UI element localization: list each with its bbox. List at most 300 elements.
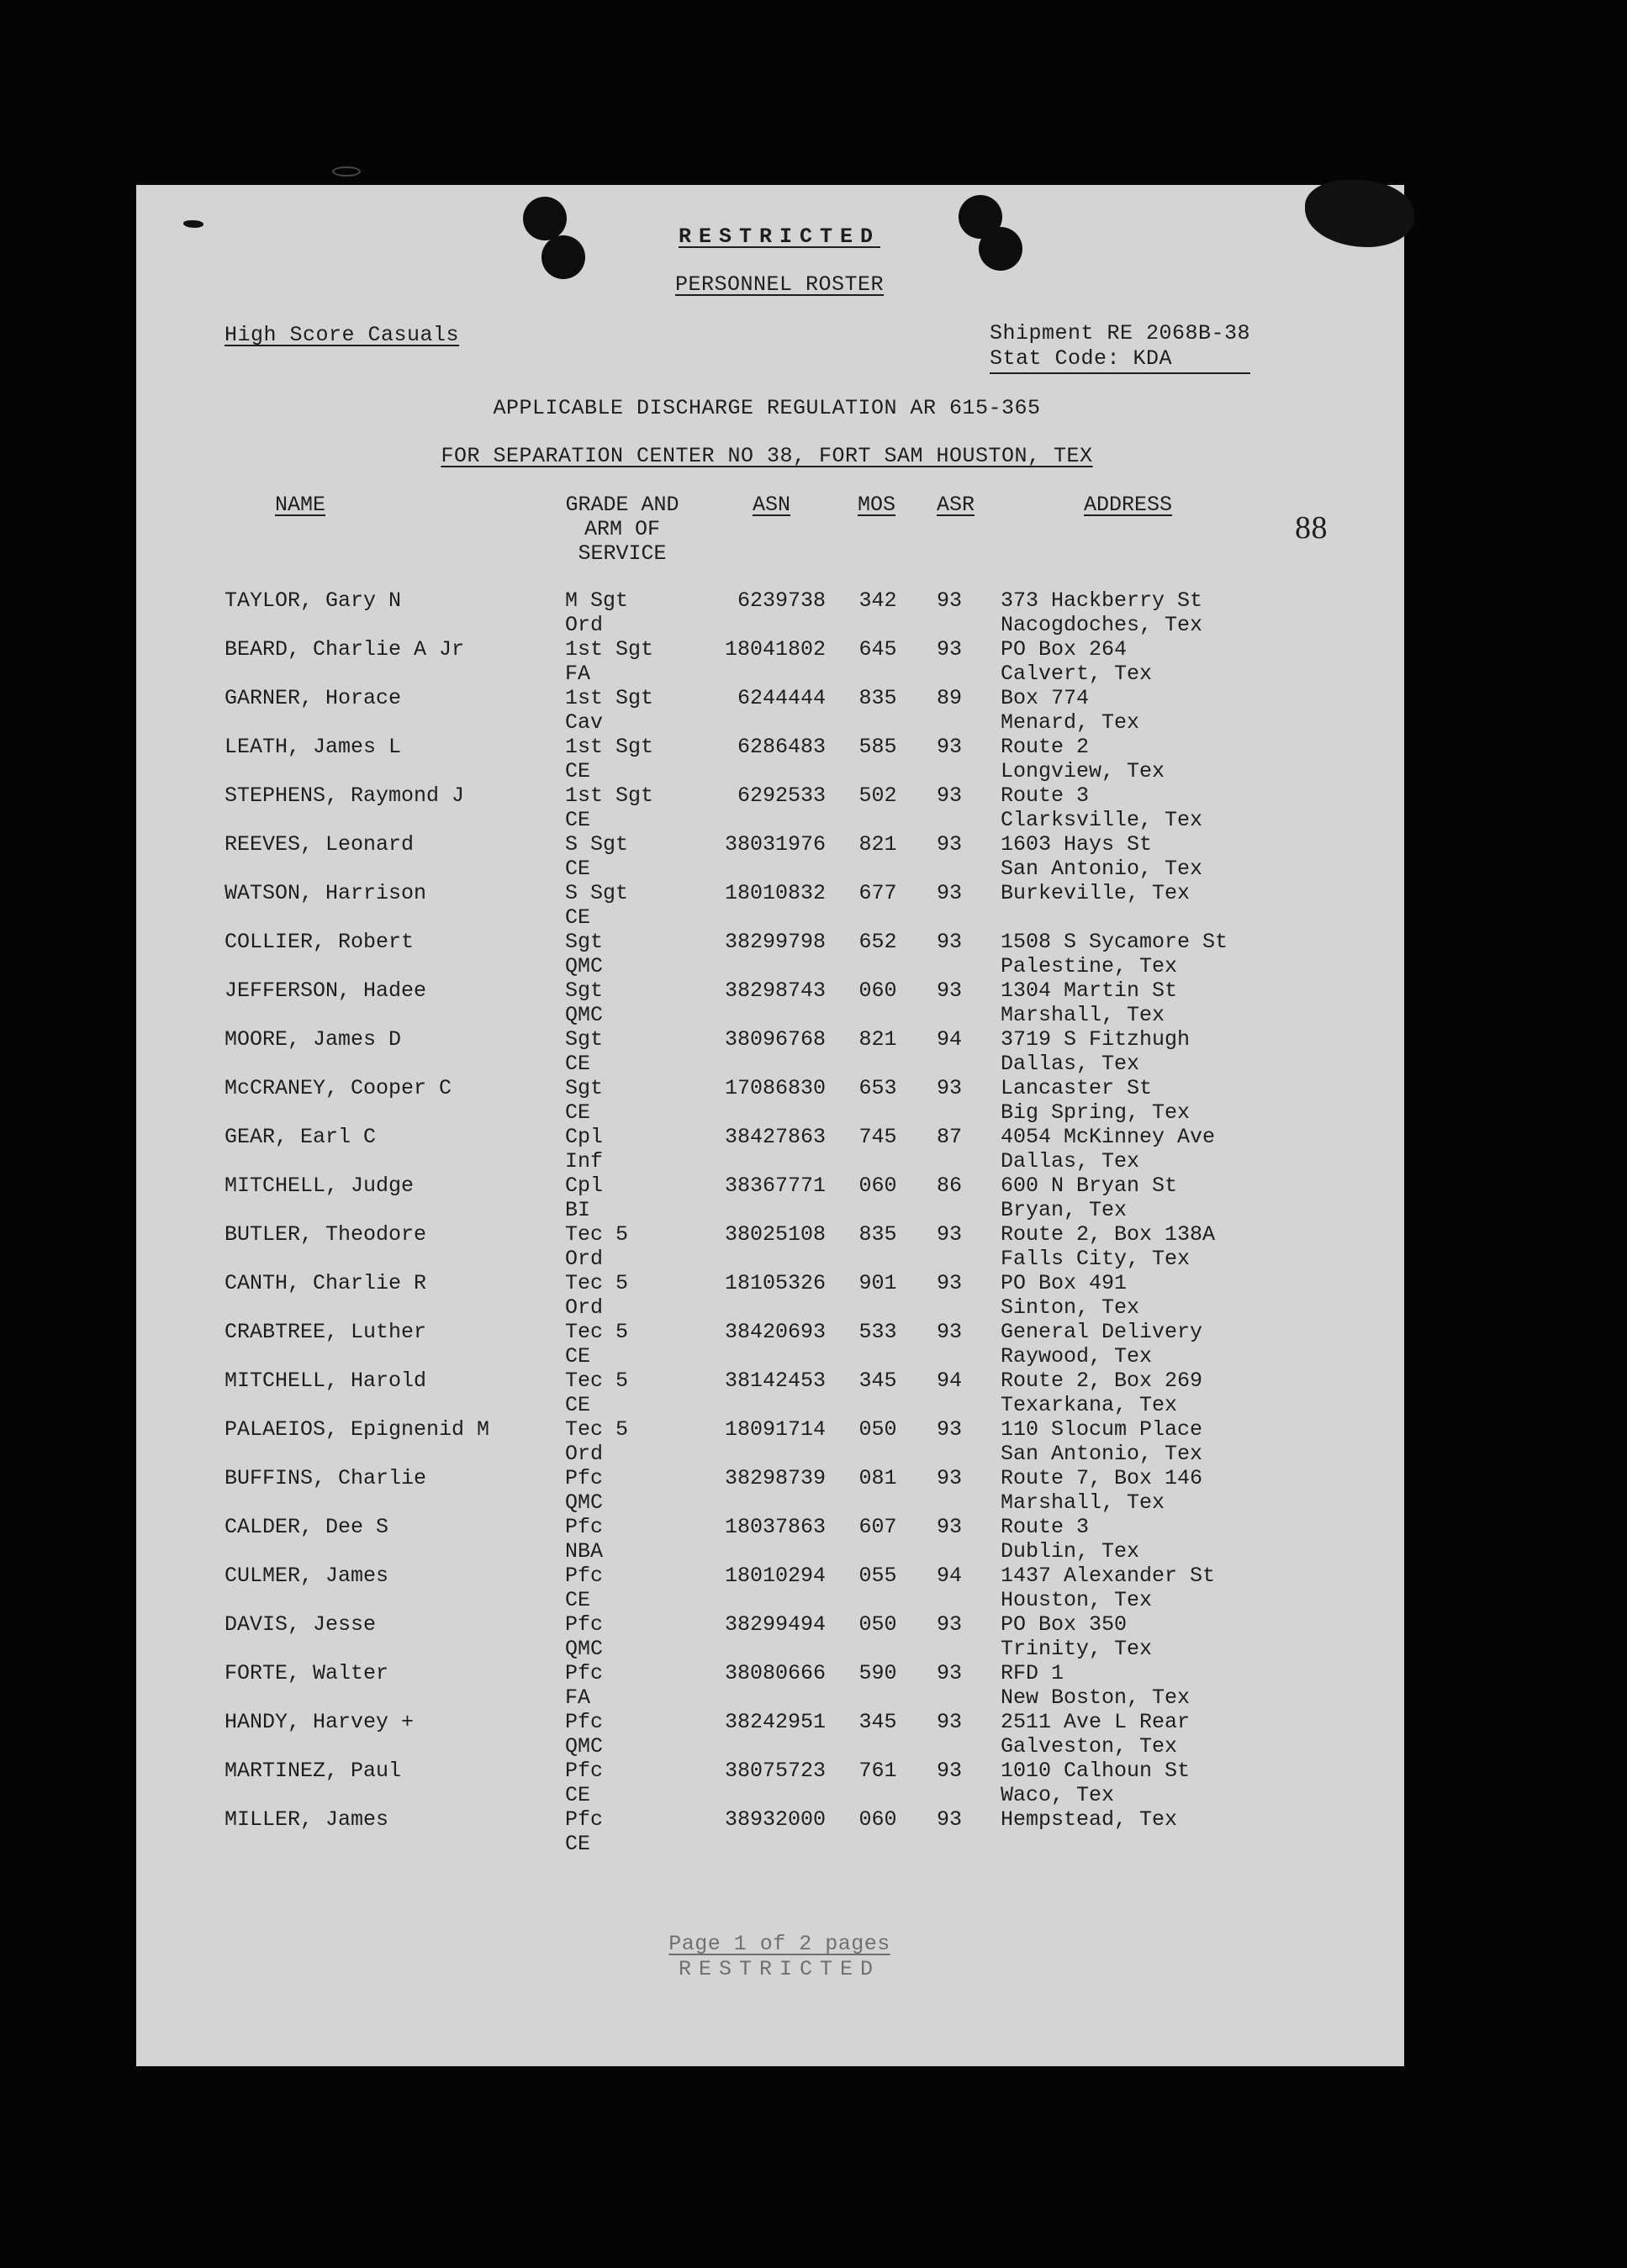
address <box>1001 1125 1396 1174</box>
arm-of-service: CE <box>565 1393 591 1417</box>
address-line-2: Nacogdoches, Tex <box>1001 613 1203 637</box>
ink-speck <box>183 220 203 228</box>
mos: 502 <box>858 783 897 808</box>
address-line-1: 1010 Calhoun St <box>1001 1759 1191 1783</box>
address-line-2: Dallas, Tex <box>1001 1052 1140 1076</box>
address-line-1: Route 3 <box>1001 783 1090 808</box>
address <box>1001 1515 1396 1564</box>
mos: 050 <box>858 1612 897 1637</box>
asr: 94 <box>936 1027 962 1052</box>
address-line-1: Lancaster St <box>1001 1076 1153 1100</box>
soldier-name: STEPHENS, Raymond J <box>225 783 465 808</box>
arm-of-service: CE <box>565 1100 591 1125</box>
punch-hole-left-bottom <box>541 235 585 279</box>
table-row <box>136 1417 1404 1466</box>
mos: 585 <box>858 735 897 759</box>
page-title: PERSONNEL ROSTER <box>674 272 885 297</box>
mos: 055 <box>858 1564 897 1588</box>
address-line-2: Clarksville, Tex <box>1001 808 1203 832</box>
arm-of-service: CE <box>565 857 591 881</box>
asn: 38299798 <box>724 930 826 954</box>
table-row <box>136 1076 1404 1125</box>
address-line-1: 373 Hackberry St <box>1001 588 1203 613</box>
page-info: Page 1 of 2 pages <box>668 1932 890 1956</box>
asn: 18037863 <box>724 1515 826 1539</box>
address-line-2: San Antonio, Tex <box>1001 857 1203 881</box>
grade-rank: Sgt <box>565 1027 604 1052</box>
grade <box>565 930 691 978</box>
separation-center: FOR SEPARATION CENTER NO 38, FORT SAM HOUSTON, TEX <box>441 444 1093 468</box>
asn: 6292533 <box>737 783 826 808</box>
arm-of-service: FA <box>565 1685 591 1710</box>
address-line-2: Marshall, Tex <box>1001 1003 1165 1027</box>
address <box>1001 1369 1396 1417</box>
soldier-name: FORTE, Walter <box>225 1661 389 1685</box>
punch-hole-left-top <box>523 197 567 240</box>
column-header-mos: MOS <box>858 493 896 517</box>
asn: 18105326 <box>724 1271 826 1295</box>
address-line-1: Burkeville, Tex <box>1001 881 1191 905</box>
soldier-name: BUFFINS, Charlie <box>225 1466 427 1490</box>
address-line-2: Dublin, Tex <box>1001 1539 1140 1564</box>
address-line-2: Menard, Tex <box>1001 710 1140 735</box>
address-line-2: Bryan, Tex <box>1001 1198 1128 1222</box>
asn: 6286483 <box>737 735 826 759</box>
address-line-2: Falls City, Tex <box>1001 1247 1191 1271</box>
soldier-name: HANDY, Harvey + <box>225 1710 415 1734</box>
address <box>1001 783 1396 832</box>
address-line-1: PO Box 491 <box>1001 1271 1128 1295</box>
grade-rank: Pfc <box>565 1466 604 1490</box>
grade <box>565 1174 691 1222</box>
address <box>1001 930 1396 978</box>
grade <box>565 1807 691 1856</box>
mos: 607 <box>858 1515 897 1539</box>
address-line-1: Route 2 <box>1001 735 1090 759</box>
asr: 93 <box>936 1612 962 1637</box>
soldier-name: PALAEIOS, Epignenid M <box>225 1417 490 1442</box>
arm-of-service: NBA <box>565 1539 604 1564</box>
address-line-1: Route 3 <box>1001 1515 1090 1539</box>
grade-rank: Pfc <box>565 1807 604 1832</box>
table-row <box>136 832 1404 881</box>
grade-rank: Tec 5 <box>565 1417 629 1442</box>
soldier-name: LEATH, James L <box>225 735 402 759</box>
address <box>1001 1564 1396 1612</box>
asn: 6244444 <box>737 686 826 710</box>
address <box>1001 978 1396 1027</box>
column-header-asr: ASR <box>937 493 975 517</box>
soldier-name: MOORE, James D <box>225 1027 402 1052</box>
table-row <box>136 1271 1404 1320</box>
grade <box>565 1661 691 1710</box>
address-line-2: Dallas, Tex <box>1001 1149 1140 1174</box>
arm-of-service: BI <box>565 1198 591 1222</box>
grade-rank: Pfc <box>565 1612 604 1637</box>
arm-of-service: QMC <box>565 1490 604 1515</box>
table-row <box>136 1125 1404 1174</box>
table-row <box>136 1661 1404 1710</box>
soldier-name: MARTINEZ, Paul <box>225 1759 402 1783</box>
table-row <box>136 1710 1404 1759</box>
asr: 94 <box>936 1564 962 1588</box>
table-row <box>136 881 1404 930</box>
mos: 060 <box>858 1807 897 1832</box>
soldier-name: REEVES, Leonard <box>225 832 415 857</box>
scan-mark <box>332 166 361 177</box>
soldier-name: MILLER, James <box>225 1807 389 1832</box>
address-line-1: 3719 S Fitzhugh <box>1001 1027 1191 1052</box>
page-number: 88 <box>1295 510 1328 546</box>
grade-rank: Sgt <box>565 978 604 1003</box>
asn: 38298739 <box>724 1466 826 1490</box>
mos: 821 <box>858 1027 897 1052</box>
address-line-1: Route 7, Box 146 <box>1001 1466 1203 1490</box>
grade-rank: S Sgt <box>565 832 629 857</box>
grade-rank: Pfc <box>565 1759 604 1783</box>
roster-page <box>136 185 1404 2066</box>
address <box>1001 735 1396 783</box>
grade-rank: M Sgt <box>565 588 629 613</box>
grade <box>565 1076 691 1125</box>
arm-of-service: QMC <box>565 1734 604 1759</box>
asr: 93 <box>936 1807 962 1832</box>
arm-of-service: QMC <box>565 1637 604 1661</box>
grade <box>565 1710 691 1759</box>
soldier-name: MITCHELL, Harold <box>225 1369 427 1393</box>
grade-rank: Cpl <box>565 1125 604 1149</box>
mos: 050 <box>858 1417 897 1442</box>
address <box>1001 686 1396 735</box>
mos: 081 <box>858 1466 897 1490</box>
discharge-regulation: APPLICABLE DISCHARGE REGULATION AR 615-365 <box>493 396 1041 420</box>
address-line-2: San Antonio, Tex <box>1001 1442 1203 1466</box>
arm-of-service: CE <box>565 905 591 930</box>
mos: 745 <box>858 1125 897 1149</box>
table-row <box>136 1759 1404 1807</box>
arm-of-service: CE <box>565 1344 591 1369</box>
mos: 653 <box>858 1076 897 1100</box>
address-line-1: 4054 McKinney Ave <box>1001 1125 1216 1149</box>
asn: 18091714 <box>724 1417 826 1442</box>
soldier-name: BUTLER, Theodore <box>225 1222 427 1247</box>
address-line-1: Box 774 <box>1001 686 1090 710</box>
grade <box>565 686 691 735</box>
asr: 93 <box>936 1661 962 1685</box>
grade <box>565 735 691 783</box>
address-line-1: 1603 Hays St <box>1001 832 1153 857</box>
classification-footer: RESTRICTED <box>678 1957 881 1981</box>
address-line-2: Galveston, Tex <box>1001 1734 1178 1759</box>
soldier-name: WATSON, Harrison <box>225 881 427 905</box>
arm-of-service: CE <box>565 1588 591 1612</box>
asn: 38080666 <box>724 1661 826 1685</box>
mos: 590 <box>858 1661 897 1685</box>
address <box>1001 588 1396 637</box>
asr: 93 <box>936 588 962 613</box>
asr: 93 <box>936 881 962 905</box>
asn: 6239738 <box>737 588 826 613</box>
grade <box>565 1564 691 1612</box>
address-line-2: Longview, Tex <box>1001 759 1165 783</box>
address <box>1001 1710 1396 1759</box>
mos: 652 <box>858 930 897 954</box>
grade <box>565 1369 691 1417</box>
grade-rank: Tec 5 <box>565 1369 629 1393</box>
address-line-2: Calvert, Tex <box>1001 662 1153 686</box>
mos: 060 <box>858 1174 897 1198</box>
table-row <box>136 1320 1404 1369</box>
grade-rank: 1st Sgt <box>565 686 654 710</box>
address <box>1001 1027 1396 1076</box>
asn: 18010832 <box>724 881 826 905</box>
asr: 93 <box>936 1222 962 1247</box>
asr: 93 <box>936 978 962 1003</box>
mos: 835 <box>858 1222 897 1247</box>
mos: 342 <box>858 588 897 613</box>
address <box>1001 1174 1396 1222</box>
table-row <box>136 1174 1404 1222</box>
soldier-name: DAVIS, Jesse <box>225 1612 377 1637</box>
grade <box>565 1417 691 1466</box>
asr: 93 <box>936 1759 962 1783</box>
address-line-2: New Boston, Tex <box>1001 1685 1191 1710</box>
mos: 901 <box>858 1271 897 1295</box>
address-line-2: Sinton, Tex <box>1001 1295 1140 1320</box>
soldier-name: CULMER, James <box>225 1564 389 1588</box>
address <box>1001 832 1396 881</box>
asr: 93 <box>936 1710 962 1734</box>
asn: 38427863 <box>724 1125 826 1149</box>
column-header-name: NAME <box>275 493 326 517</box>
asr: 93 <box>936 832 962 857</box>
column-header-address: ADDRESS <box>1084 493 1173 517</box>
grade <box>565 1027 691 1076</box>
grade-rank: Pfc <box>565 1661 604 1685</box>
classification-header: RESTRICTED <box>678 224 881 249</box>
grade <box>565 588 691 637</box>
grade <box>565 1271 691 1320</box>
grade-rank: Sgt <box>565 930 604 954</box>
mos: 835 <box>858 686 897 710</box>
table-row <box>136 1564 1404 1612</box>
arm-of-service: QMC <box>565 1003 604 1027</box>
address <box>1001 1222 1396 1271</box>
table-row <box>136 686 1404 735</box>
asn: 38932000 <box>724 1807 826 1832</box>
asr: 93 <box>936 735 962 759</box>
grade <box>565 1515 691 1564</box>
grade-rank: 1st Sgt <box>565 783 654 808</box>
address-line-2: Texarkana, Tex <box>1001 1393 1178 1417</box>
asr: 89 <box>936 686 962 710</box>
grade <box>565 1466 691 1515</box>
address-line-2: Raywood, Tex <box>1001 1344 1153 1369</box>
address-line-1: 110 Slocum Place <box>1001 1417 1203 1442</box>
grade-rank: 1st Sgt <box>565 735 654 759</box>
mos: 060 <box>858 978 897 1003</box>
grade <box>565 881 691 930</box>
arm-of-service: Cav <box>565 710 604 735</box>
table-row <box>136 783 1404 832</box>
address <box>1001 1661 1396 1710</box>
grade <box>565 1222 691 1271</box>
grade-rank: Pfc <box>565 1710 604 1734</box>
table-row <box>136 930 1404 978</box>
address <box>1001 881 1396 905</box>
soldier-name: CANTH, Charlie R <box>225 1271 427 1295</box>
mos: 533 <box>858 1320 897 1344</box>
grade-rank: Tec 5 <box>565 1222 629 1247</box>
asr: 94 <box>936 1369 962 1393</box>
grade <box>565 1125 691 1174</box>
asn: 38420693 <box>724 1320 826 1344</box>
arm-of-service: CE <box>565 1052 591 1076</box>
asr: 93 <box>936 1271 962 1295</box>
table-row <box>136 1222 1404 1271</box>
table-row <box>136 1027 1404 1076</box>
soldier-name: BEARD, Charlie A Jr <box>225 637 465 662</box>
table-row <box>136 1612 1404 1661</box>
mos: 645 <box>858 637 897 662</box>
grade-rank: Tec 5 <box>565 1271 629 1295</box>
address-line-1: 1304 Martin St <box>1001 978 1178 1003</box>
grade-rank: Sgt <box>565 1076 604 1100</box>
asr: 93 <box>936 1417 962 1442</box>
soldier-name: COLLIER, Robert <box>225 930 415 954</box>
asn: 38298743 <box>724 978 826 1003</box>
asn: 38242951 <box>724 1710 826 1734</box>
asn: 38025108 <box>724 1222 826 1247</box>
address <box>1001 1612 1396 1661</box>
table-row <box>136 1466 1404 1515</box>
asr: 87 <box>936 1125 962 1149</box>
address-line-1: Hempstead, Tex <box>1001 1807 1178 1832</box>
punch-hole-right-bottom <box>979 227 1022 271</box>
arm-of-service: FA <box>565 662 591 686</box>
asn: 18041802 <box>724 637 826 662</box>
arm-of-service: Ord <box>565 1442 604 1466</box>
grade-rank: Tec 5 <box>565 1320 629 1344</box>
arm-of-service: QMC <box>565 954 604 978</box>
table-row <box>136 978 1404 1027</box>
address-line-1: 2511 Ave L Rear <box>1001 1710 1191 1734</box>
grade <box>565 1320 691 1369</box>
stat-code: Stat Code: KDA <box>990 346 1250 374</box>
asr: 86 <box>936 1174 962 1198</box>
grade <box>565 832 691 881</box>
address-line-1: 600 N Bryan St <box>1001 1174 1178 1198</box>
address-line-1: General Delivery <box>1001 1320 1203 1344</box>
mos: 821 <box>858 832 897 857</box>
unit-name: High Score Casuals <box>225 323 460 347</box>
arm-of-service: CE <box>565 1783 591 1807</box>
asr: 93 <box>936 1466 962 1490</box>
table-row <box>136 637 1404 686</box>
arm-of-service: Inf <box>565 1149 604 1174</box>
arm-of-service: CE <box>565 1832 591 1856</box>
mos: 677 <box>858 881 897 905</box>
corner-damage <box>1305 180 1414 247</box>
address <box>1001 1320 1396 1369</box>
asn: 17086830 <box>724 1076 826 1100</box>
address-line-1: 1508 S Sycamore St <box>1001 930 1228 954</box>
soldier-name: MITCHELL, Judge <box>225 1174 415 1198</box>
grade-rank: Cpl <box>565 1174 604 1198</box>
asn: 38142453 <box>724 1369 826 1393</box>
column-header-grade: GRADE AND ARM OF SERVICE <box>565 493 679 566</box>
grade-rank: 1st Sgt <box>565 637 654 662</box>
column-header-asn: ASN <box>753 493 791 517</box>
grade <box>565 978 691 1027</box>
address-line-1: PO Box 350 <box>1001 1612 1128 1637</box>
asr: 93 <box>936 1076 962 1100</box>
soldier-name: TAYLOR, Gary N <box>225 588 402 613</box>
table-row <box>136 1369 1404 1417</box>
mos: 345 <box>858 1710 897 1734</box>
table-row <box>136 1515 1404 1564</box>
asn: 38075723 <box>724 1759 826 1783</box>
mos: 761 <box>858 1759 897 1783</box>
asn: 38031976 <box>724 832 826 857</box>
asr: 93 <box>936 637 962 662</box>
address-line-2: Marshall, Tex <box>1001 1490 1165 1515</box>
asr: 93 <box>936 1515 962 1539</box>
address <box>1001 1271 1396 1320</box>
asr: 93 <box>936 783 962 808</box>
address <box>1001 1466 1396 1515</box>
address <box>1001 1807 1396 1832</box>
grade <box>565 1612 691 1661</box>
shipment-number: Shipment RE 2068B-38 <box>990 321 1251 345</box>
asn: 38299494 <box>724 1612 826 1637</box>
arm-of-service: Ord <box>565 1295 604 1320</box>
address <box>1001 1076 1396 1125</box>
asn: 38096768 <box>724 1027 826 1052</box>
asr: 93 <box>936 1320 962 1344</box>
address-line-1: RFD 1 <box>1001 1661 1064 1685</box>
address-line-1: PO Box 264 <box>1001 637 1128 662</box>
address <box>1001 1759 1396 1807</box>
soldier-name: CRABTREE, Luther <box>225 1320 427 1344</box>
arm-of-service: CE <box>565 808 591 832</box>
asn: 18010294 <box>724 1564 826 1588</box>
asn: 38367771 <box>724 1174 826 1198</box>
soldier-name: GEAR, Earl C <box>225 1125 377 1149</box>
address-line-2: Big Spring, Tex <box>1001 1100 1191 1125</box>
roster-table <box>136 588 1404 1856</box>
arm-of-service: CE <box>565 759 591 783</box>
table-row <box>136 735 1404 783</box>
grade-rank: Pfc <box>565 1564 604 1588</box>
grade-rank: S Sgt <box>565 881 629 905</box>
address-line-2: Houston, Tex <box>1001 1588 1153 1612</box>
address-line-2: Palestine, Tex <box>1001 954 1178 978</box>
soldier-name: JEFFERSON, Hadee <box>225 978 427 1003</box>
table-row <box>136 588 1404 637</box>
arm-of-service: Ord <box>565 613 604 637</box>
mos: 345 <box>858 1369 897 1393</box>
soldier-name: McCRANEY, Cooper C <box>225 1076 452 1100</box>
soldier-name: CALDER, Dee S <box>225 1515 389 1539</box>
grade <box>565 1759 691 1807</box>
table-row <box>136 1807 1404 1856</box>
address <box>1001 637 1396 686</box>
arm-of-service: Ord <box>565 1247 604 1271</box>
grade <box>565 637 691 686</box>
grade <box>565 783 691 832</box>
address-line-1: 1437 Alexander St <box>1001 1564 1216 1588</box>
